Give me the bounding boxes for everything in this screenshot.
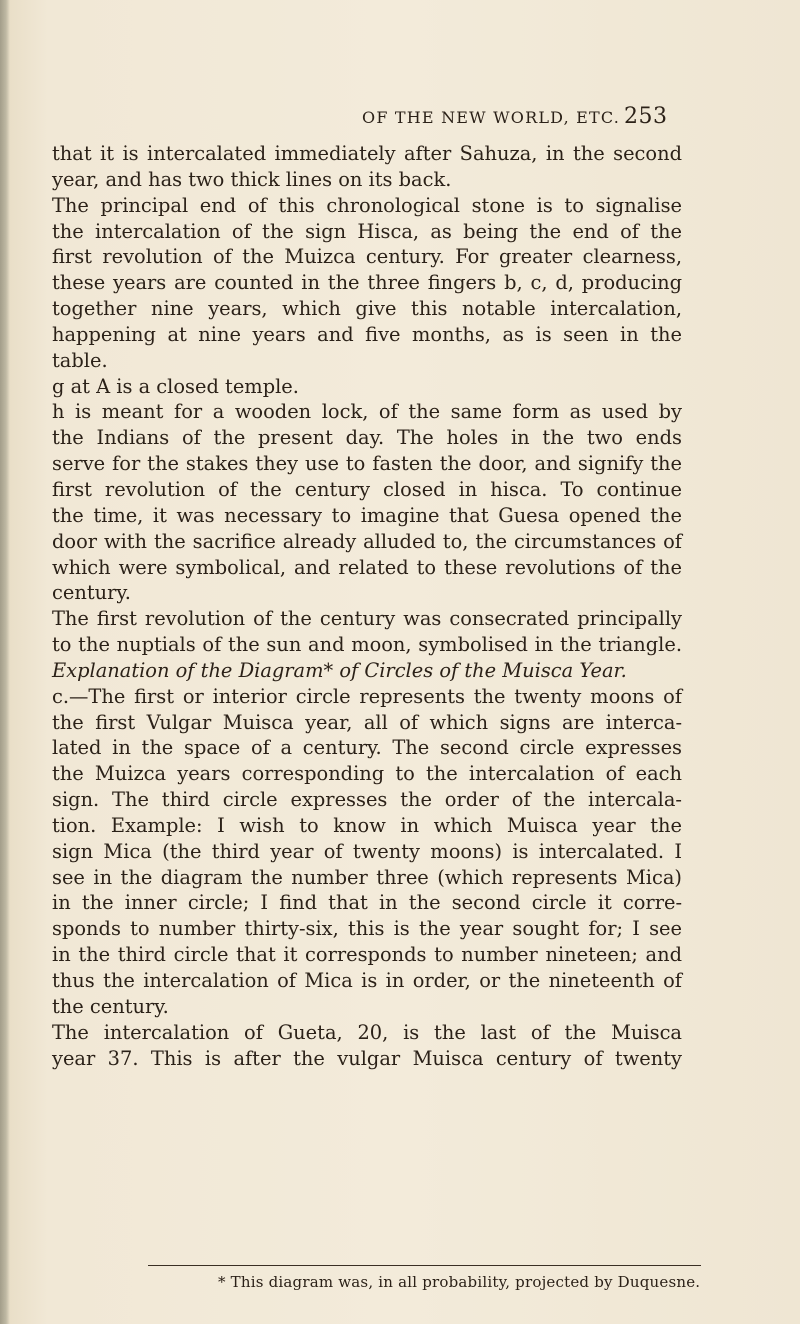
page-number: 253 [624, 104, 668, 129]
section-heading: Explanation of the Diagram* of Circles of the Muisca Year. [52, 658, 627, 682]
text-line: these years are counted in the three fingers b, c, d, producing [52, 271, 682, 295]
text-line: the first Vulgar Muisca year, all of which signs are interca- [52, 710, 682, 734]
text-line: year, and has two thick lines on its back. [52, 167, 452, 191]
running-head: OF THE NEW WORLD, ETC. [362, 108, 621, 127]
text-line: first revolution of the Muizca century. For greater clearness, [52, 245, 682, 269]
text-line: the time, it was necessary to imagine that Guesa opened the [52, 503, 682, 527]
text-line: the century. [52, 994, 169, 1018]
text-line: see in the diagram the number three (which represents Mica) [52, 865, 682, 889]
text-line: sign Mica (the third year of twenty moons) is intercalated. I [52, 839, 682, 863]
text-line: which were symbolical, and related to these revolutions of the [52, 555, 682, 579]
text-line: c.—The first or interior circle represents the twenty moons of [52, 684, 682, 708]
text-line: that it is intercalated immediately after Sahuza, in the second [52, 142, 682, 165]
text-line: door with the sacrifice already alluded to, the circumstances of [52, 529, 682, 553]
text-line: happening at nine years and five months, as is seen in the [52, 322, 682, 346]
text-line: table. [52, 348, 108, 372]
text-line: the intercalation of the sign Hisca, as being the end of the [52, 219, 682, 243]
text-line: century. [52, 581, 131, 605]
text-line: first revolution of the century closed in hisca. To continue [52, 477, 682, 501]
text-line: the Muizca years corresponding to the intercalation of each [52, 762, 682, 786]
page-header [0, 104, 800, 134]
body-text [52, 141, 682, 1071]
text-line: serve for the stakes they use to fasten the door, and signify the [52, 452, 682, 476]
text-line: The intercalation of Gueta, 20, is the last of the Muisca [52, 1020, 682, 1044]
footnote-rule [148, 1265, 701, 1266]
text-line: sponds to number thirty-six, this is the year sought for; I see [52, 917, 682, 941]
book-spine-edge [0, 0, 10, 1324]
text-line: lated in the space of a century. The second circle expresses [52, 736, 682, 760]
text-line: The first revolution of the century was consecrated principally [52, 607, 682, 631]
text-line: to the nuptials of the sun and moon, symbolised in the triangle. [52, 633, 682, 657]
text-line: the Indians of the present day. The holes in the two ends [52, 426, 682, 450]
text-line: in the third circle that it corresponds to number nineteen; and [52, 943, 682, 967]
text-line: in the inner circle; I find that in the second circle it corre- [52, 891, 682, 915]
text-line: tion. Example: I wish to know in which Muisca year the [52, 813, 682, 837]
text-line: year 37. This is after the vulgar Muisca century of twenty [52, 1046, 682, 1070]
text-line: The principal end of this chronological stone is to signalise [52, 193, 682, 217]
text-line: g at A is a closed temple. [52, 374, 299, 398]
text-line: together nine years, which give this notable intercalation, [52, 297, 682, 321]
text-line: sign. The third circle expresses the order of the intercala- [52, 788, 682, 812]
text-line: h is meant for a wooden lock, of the same form as used by [52, 400, 682, 424]
footnote: * This diagram was, in all probability, projected by Duquesne. [218, 1273, 701, 1291]
text-line: thus the intercalation of Mica is in order, or the nineteenth of [52, 969, 682, 992]
